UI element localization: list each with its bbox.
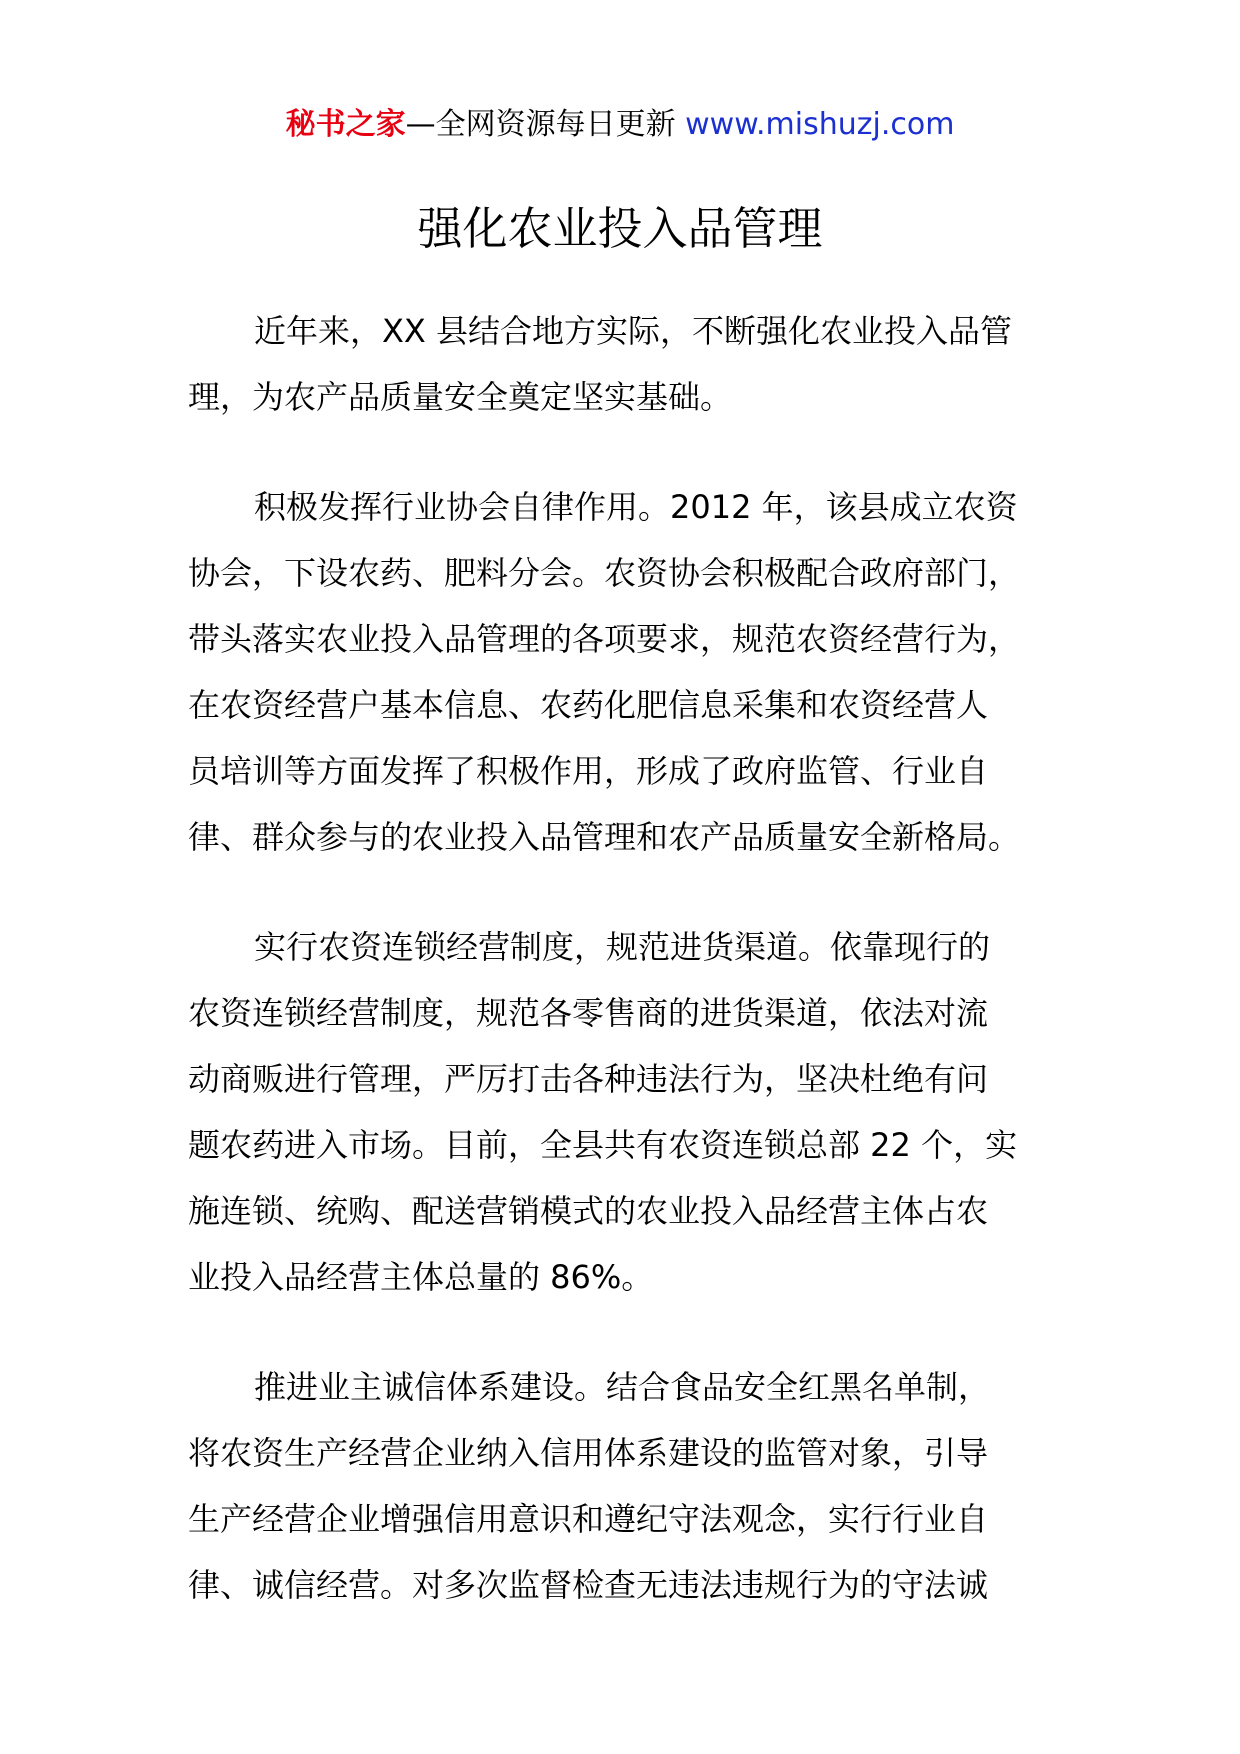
paragraph-line: 生产经营企业增强信用意识和遵纪守法观念，实行行业自 [188,1500,989,1538]
paragraph-line: 近年来，XX 县结合地方实际，不断强化农业投入品管 [254,312,1013,350]
paragraph-line: 实行农资连锁经营制度，规范进货渠道。依靠现行的 [254,928,991,966]
paragraph-line: 题农药进入市场。目前，全县共有农资连锁总部 22 个，实 [188,1126,1018,1164]
paragraph-line: 业投入品经营主体总量的 86%。 [188,1258,654,1296]
paragraph-line: 在农资经营户基本信息、农药化肥信息采集和农资经营人 [188,686,989,724]
paragraph [188,474,1052,870]
paragraph [188,1354,1052,1618]
paragraph-line: 律、群众参与的农业投入品管理和农产品质量安全新格局。 [188,818,1021,856]
paragraph [188,914,1052,1310]
brand-name: 秘书之家 [285,107,406,142]
paragraph-line: 带头落实农业投入品管理的各项要求，规范农资经营行为， [188,620,1021,658]
paragraph-line: 将农资生产经营企业纳入信用体系建设的监管对象，引导 [188,1434,989,1472]
paragraph-line: 理，为农产品质量安全奠定坚实基础。 [188,378,733,416]
site-url-link[interactable]: www.mishuzj.com [685,107,955,142]
paragraph-line: 施连锁、统购、配送营销模式的农业投入品经营主体占农 [188,1192,989,1230]
document-title: 强化农业投入品管理 [417,202,823,255]
document-body [188,298,1052,1662]
paragraph-line: 推进业主诚信体系建设。结合食品安全红黑名单制， [254,1368,991,1406]
paragraph-line: 员培训等方面发挥了积极作用，形成了政府监管、行业自 [188,752,989,790]
header-tagline: —全网资源每日更新 [405,107,676,142]
paragraph-line: 动商贩进行管理，严厉打击各种违法行为，坚决杜绝有问 [188,1060,989,1098]
paragraph-line: 农资连锁经营制度，规范各零售商的进货渠道，依法对流 [188,994,989,1032]
paragraph-line: 协会，下设农药、肥料分会。农资协会积极配合政府部门， [188,554,1021,592]
paragraph-line: 积极发挥行业协会自律作用。2012 年，该县成立农资 [254,488,1018,526]
paragraph-line: 律、诚信经营。对多次监督检查无违法违规行为的守法诚 [188,1566,989,1604]
site-header [0,103,1240,147]
paragraph [188,298,1052,430]
